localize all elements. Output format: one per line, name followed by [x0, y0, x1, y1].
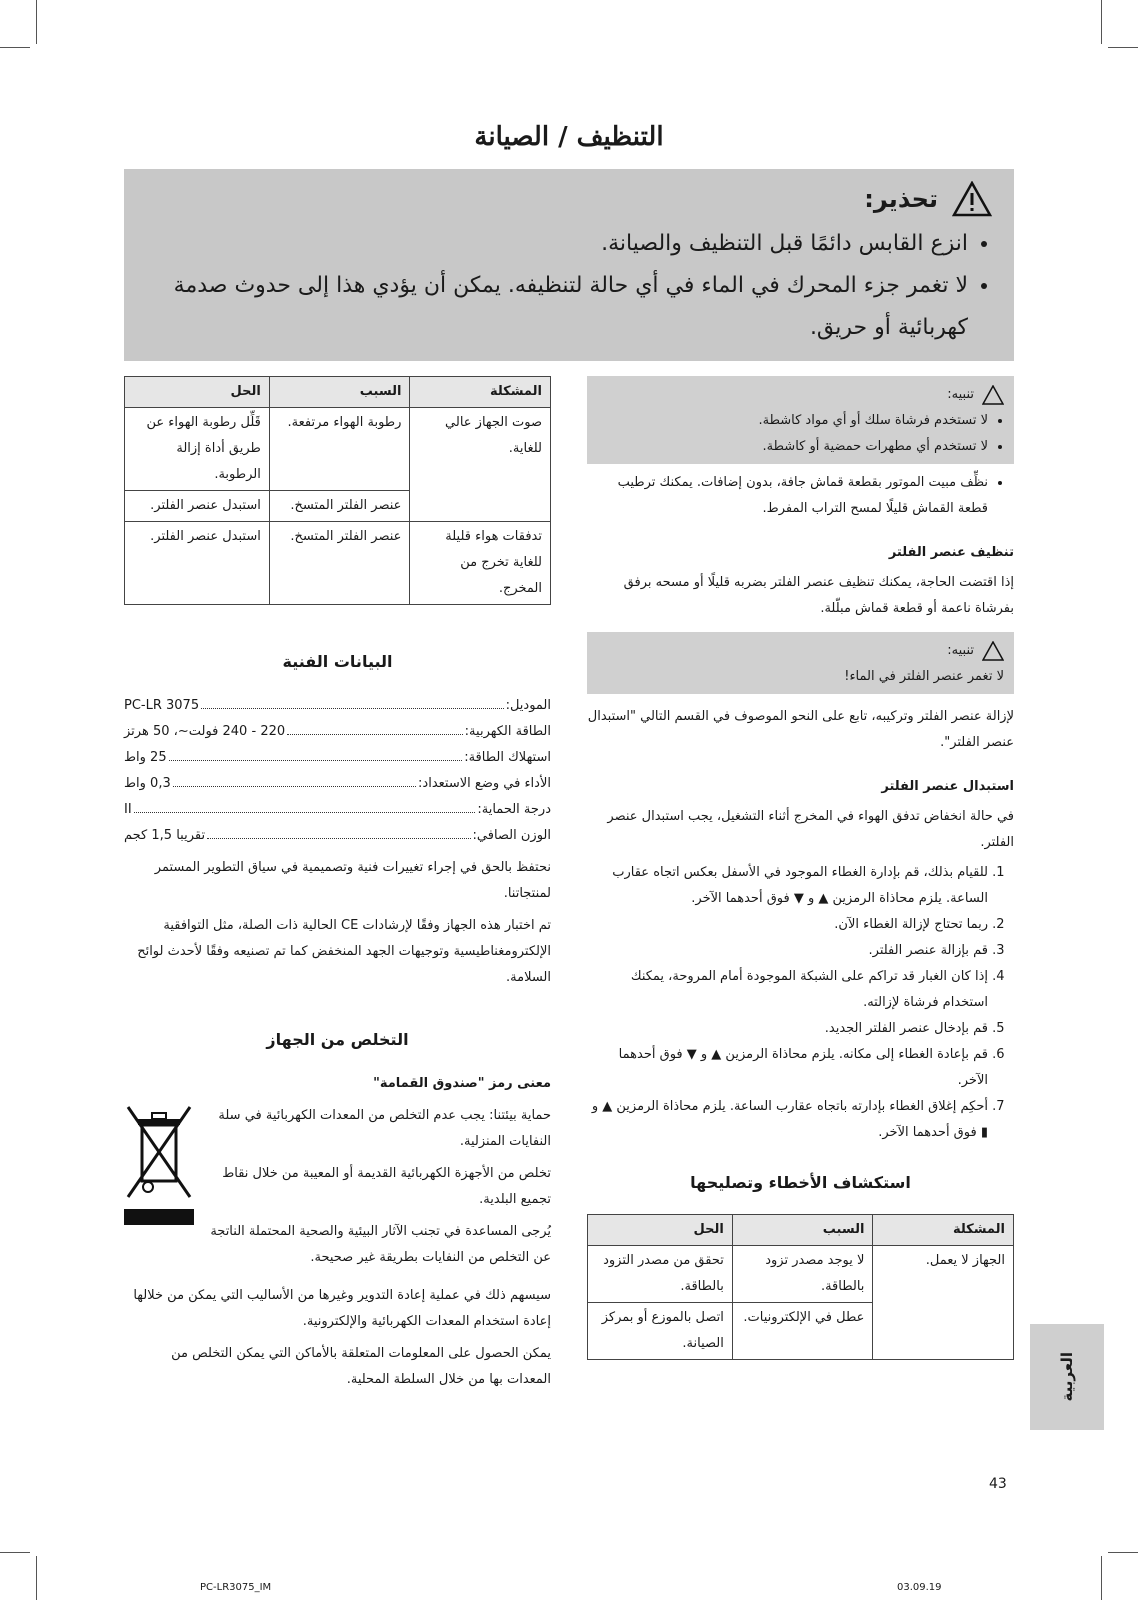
- spec-value: 25 واط: [124, 750, 167, 765]
- warning-list: [146, 223, 992, 349]
- warning-heading-row: [146, 181, 992, 217]
- caution-box-2: [587, 632, 1014, 694]
- spec-list: [124, 693, 551, 849]
- warning-item: • انزع القابس دائمًا قبل التنظيف والصيانة.: [146, 223, 968, 265]
- cause-cell: رطوبة الهواء مرتفعة.: [269, 408, 410, 491]
- spec-value: PC-LR 3075: [124, 698, 200, 713]
- spec-row: [124, 745, 551, 771]
- dot-leader: [173, 786, 416, 787]
- spec-label: الموديل:: [505, 698, 551, 713]
- solution-cell: اتصل بالموزع أو بمركز الصيانة.: [588, 1303, 733, 1360]
- solution-cell: قَلِّل رطوبة الهواء عن طريق أداة إزالة الرطوبة.: [125, 408, 270, 491]
- filter-replace-heading: استبدال عنصر الفلتر: [881, 779, 1014, 794]
- step-item: 1. للقيام بذلك، قم بإدارة الغطاء الموجود في الأسفل بعكس اتجاه عقارب الساعة. يلزم محاذاة الرمزين ▲ و ▼ فوق أحدهما الآخر.: [587, 860, 988, 912]
- spec-row: [124, 693, 551, 719]
- crop-mark: [1101, 1556, 1102, 1600]
- technical-data-title: البيانات الفنية: [282, 652, 393, 671]
- crossed-bin-icon: [124, 1103, 194, 1233]
- table-row: [125, 408, 551, 491]
- table-header-row: [588, 1215, 1014, 1246]
- cause-cell: عطل في الإلكترونيات.: [732, 1303, 873, 1360]
- step-item: 6. قم بإعادة الغطاء إلى مكانه. يلزم محاذاة الرمزين ▲ و ▼ فوق أحدهما الآخر.: [587, 1042, 988, 1094]
- spec-label: الأداء في وضع الاستعداد:: [418, 776, 551, 791]
- disposal-paragraph: سيسهم ذلك في عملية إعادة التدوير وغيرها من الأساليب التي يمكن من خلالها إعادة استخدام المعدات الكهربائية والإلكترونية.: [133, 1288, 551, 1329]
- step-item: 3. قم بإزالة عنصر الفلتر.: [587, 938, 988, 964]
- problem-cell: الجهاز لا يعمل.: [873, 1246, 1014, 1360]
- cause-cell: لا يوجد مصدر تزود بالطاقة.: [732, 1246, 873, 1303]
- caution-heading: تنبيه:: [947, 387, 974, 402]
- table-row: [125, 522, 551, 605]
- weee-paragraph: حماية بيئتنا: يجب عدم التخلص من المعدات الكهربائية في سلة النفايات المنزلية.: [218, 1108, 551, 1149]
- spec-value: تقريبا 1,5 كجم: [124, 828, 206, 843]
- troubleshooting-title: استكشاف الأخطاء وتصليحها: [690, 1173, 911, 1192]
- left-column: [124, 376, 551, 1393]
- column-header: الحل: [588, 1215, 733, 1246]
- footer-doc-id: PC-LR3075_IM: [200, 1582, 272, 1593]
- crop-mark: [1108, 47, 1138, 48]
- warning-box: [124, 169, 1014, 361]
- spec-value: II: [124, 802, 132, 817]
- spec-row: [124, 823, 551, 849]
- caution-heading-row: [597, 382, 1004, 408]
- weee-block: [124, 1103, 551, 1277]
- language-tab: [1030, 1324, 1104, 1430]
- crop-mark: [1101, 0, 1102, 44]
- language-tab-label: العربية: [1058, 1352, 1076, 1402]
- crop-mark: [0, 47, 30, 48]
- filter-remove-text: لإزالة عنصر الفلتر وتركيبه، تابع على النحو الموصوف في القسم التالي "استبدال عنصر الفلتر".: [587, 709, 1014, 750]
- table-header-row: [125, 377, 551, 408]
- tech-paragraph: تم اختبار هذه الجهاز وفقًا لإرشادات CE الحالية ذات الصلة، مثل التوافقية الإلكترومغناطيسية وتوجيهات الجهد المنخفض كما تم تصنيعه وفقًا لأحدث لوائح السلامة.: [137, 918, 551, 985]
- troubleshooting-table: [587, 1214, 1014, 1360]
- solution-cell: تحقق من مصدر التزود بالطاقة.: [588, 1246, 733, 1303]
- caution-triangle-icon: [982, 385, 1004, 405]
- problem-cell: تدفقات هواء قليلة للغاية تخرج من المخرج.: [410, 522, 551, 605]
- tech-paragraph: نحتفظ بالحق في إجراء تغييرات فنية وتصميمية في سياق التطوير المستمر لمنتجاتنا.: [154, 860, 551, 901]
- cause-cell: عنصر الفلتر المتسخ.: [269, 522, 410, 605]
- table-row: [588, 1246, 1014, 1303]
- spec-row: [124, 719, 551, 745]
- weee-paragraph: يُرجى المساعدة في تجنب الآثار البيئية والصحية المحتملة الناتجة عن التخلص من النفايات بطريقة غير صحيحة.: [210, 1224, 551, 1265]
- problem-cell: صوت الجهاز عالي للغاية.: [410, 408, 551, 522]
- filter-clean-heading: تنظيف عنصر الفلتر: [888, 545, 1014, 560]
- warning-triangle-icon: [952, 181, 992, 217]
- column-header: المشكلة: [873, 1215, 1014, 1246]
- filter-replace-text: في حالة انخفاض تدفق الهواء في المخرج أثناء التشغيل، يجب استبدال عنصر الفلتر.: [607, 809, 1014, 850]
- step-item: 7. أحكِم إغلاق الغطاء بإدارته باتجاه عقارب الساعة. يلزم محاذاة الرمزين ▲ و ▮ فوق أحدهما الآخر.: [587, 1094, 988, 1146]
- caution-heading: تنبيه:: [947, 643, 974, 658]
- solution-cell: استبدل عنصر الفلتر.: [125, 522, 270, 605]
- crop-mark: [36, 0, 37, 44]
- page-number: 43: [989, 1476, 1007, 1492]
- disposal-subheading: معنى رمز "صندوق القمامة": [373, 1076, 551, 1091]
- disposal-title: التخلص من الجهاز: [266, 1030, 409, 1049]
- caution-item: • لا تستخدم أي مطهرات حمضية أو كاشطة.: [597, 434, 988, 460]
- spec-value: 0,3 واط: [124, 776, 171, 791]
- cause-cell: عنصر الفلتر المتسخ.: [269, 491, 410, 522]
- caution-box: [587, 376, 1014, 464]
- dot-leader: [287, 734, 463, 735]
- crop-mark: [36, 1556, 37, 1600]
- step-item: 2. ربما تحتاج لإزالة الغطاء الآن.: [587, 912, 988, 938]
- spec-row: [124, 797, 551, 823]
- spec-label: استهلاك الطاقة:: [464, 750, 551, 765]
- disposal-paragraph: يمكن الحصول على المعلومات المتعلقة بالأماكن التي يمكن التخلص من المعدات بها من خلال السلطة المحلية.: [171, 1346, 551, 1387]
- spec-row: [124, 771, 551, 797]
- spec-value: 220 - 240 فولت~، 50 هرتز: [124, 724, 286, 739]
- step-item: 5. قم بإدخال عنصر الفلتر الجديد.: [587, 1016, 988, 1042]
- caution-item: • لا تستخدم فرشاة سلك أو أي مواد كاشطة.: [597, 408, 988, 434]
- spec-label: الطاقة الكهربية:: [464, 724, 551, 739]
- step-item: 4. إذا كان الغبار قد تراكم على الشبكة الموجودة أمام المروحة، يمكنك استخدام فرشاة لإزالته.: [587, 964, 988, 1016]
- filter-replace-steps: [587, 860, 1014, 1146]
- dot-leader: [207, 838, 470, 839]
- spec-label: درجة الحماية:: [477, 802, 551, 817]
- caution-triangle-icon: [982, 641, 1004, 661]
- problem-table: [124, 376, 551, 605]
- spec-label: الوزن الصافي:: [472, 828, 551, 843]
- caution-text: لا تغمر عنصر الفلتر في الماء!: [844, 669, 1004, 684]
- weee-symbol: [124, 1103, 194, 1277]
- cleaning-item: • نظِّف مبيت الموتور بقطعة قماش جافة، بدون إضافات. يمكنك ترطيب قطعة القماش قليلًا لمسح التراب المفرط.: [587, 470, 988, 522]
- crop-mark: [0, 1552, 30, 1553]
- footer-date: 03.09.19: [897, 1582, 942, 1593]
- column-header: السبب: [269, 377, 410, 408]
- caution-list: [597, 408, 1004, 460]
- weee-text: [206, 1103, 551, 1277]
- column-header: السبب: [732, 1215, 873, 1246]
- cleaning-list: [587, 470, 1014, 522]
- right-column: [587, 376, 1014, 1360]
- warning-heading: تحذير:: [864, 185, 938, 213]
- dot-leader: [134, 812, 476, 813]
- warning-item: • لا تغمر جزء المحرك في الماء في أي حالة لتنظيفه. يمكن أن يؤدي هذا إلى حدوث صدمة كهربائية أو حريق.: [146, 265, 968, 349]
- filter-clean-text: إذا اقتضت الحاجة، يمكنك تنظيف عنصر الفلتر بضربه قليلًا أو مسحه برفق بفرشاة ناعمة أو قطعة قماش مبلّلة.: [623, 575, 1014, 616]
- caution-heading-row: [597, 638, 1004, 664]
- page-title: التنظيف / الصيانة: [474, 122, 664, 152]
- column-header: الحل: [125, 377, 270, 408]
- weee-paragraph: تخلص من الأجهزة الكهربائية القديمة أو المعيبة من خلال نقاط تجميع البلدية.: [222, 1166, 551, 1207]
- dot-leader: [201, 708, 503, 709]
- solution-cell: استبدل عنصر الفلتر.: [125, 491, 270, 522]
- crop-mark: [1108, 1552, 1138, 1553]
- dot-leader: [169, 760, 463, 761]
- column-header: المشكلة: [410, 377, 551, 408]
